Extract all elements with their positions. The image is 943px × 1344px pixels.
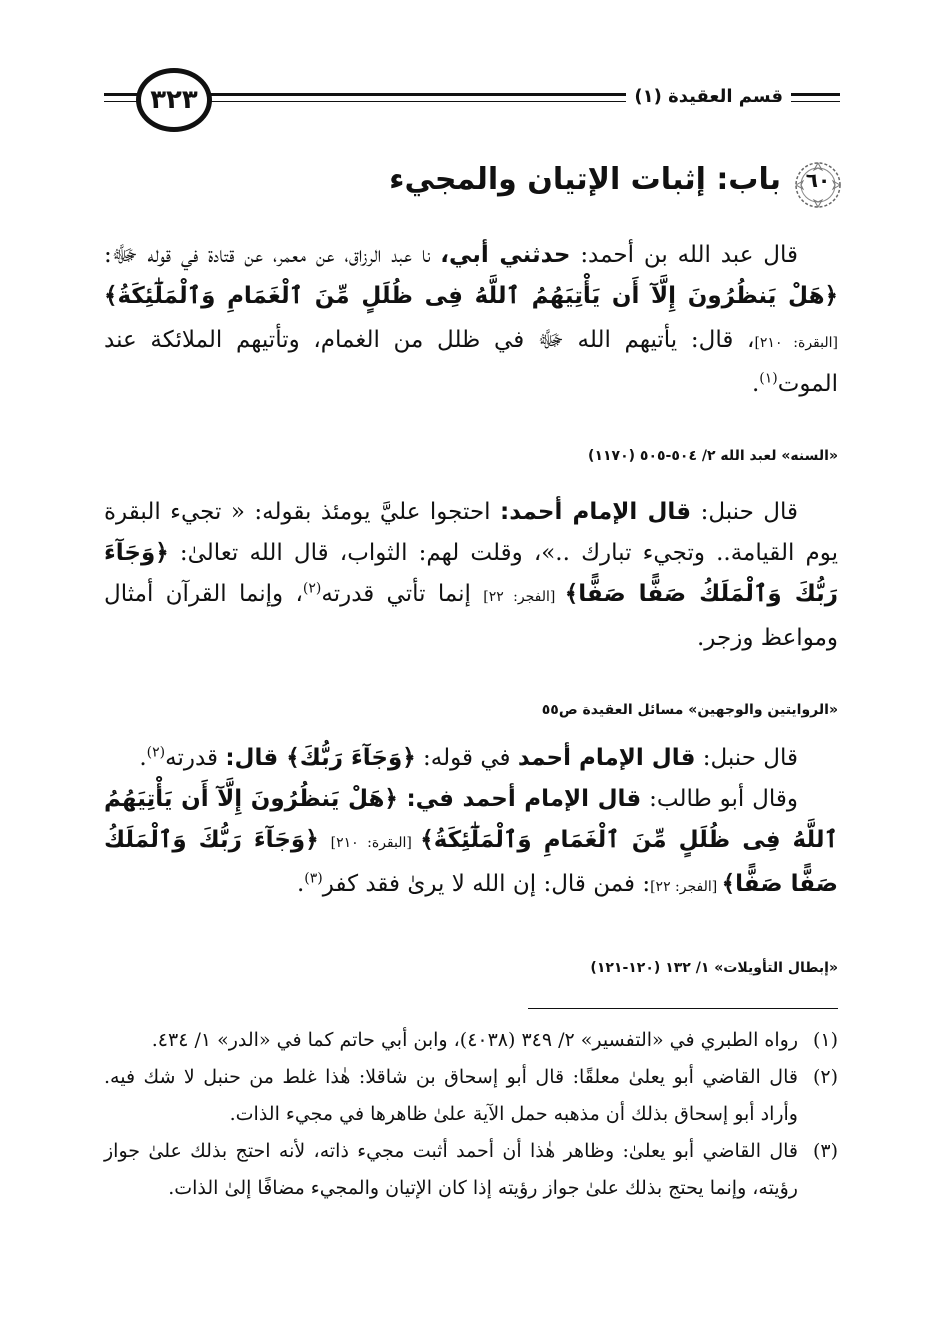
verse-reference: [الفجر: ٢٢] <box>483 589 565 605</box>
narration-text: ، قال: يأتيهم الله ﷻ في ظلل من الغمام، وتأتيهم الملائكة عند الموت <box>104 327 838 397</box>
footnote-number: (٣) <box>812 1140 838 1162</box>
narration-text: في قوله: <box>415 745 518 771</box>
narration-intro: قال حنبل: <box>702 745 798 771</box>
narration-1 <box>104 235 838 405</box>
source-citation-3: «إبطال التأويلات» ١/ ١٣٢ (١٢٠-١٢١) <box>590 960 838 976</box>
narration-emphasis: قال: <box>225 745 287 771</box>
narration-2-paragraph <box>104 492 838 659</box>
narration-end: . <box>139 745 147 771</box>
narration-intro: قال حنبل: <box>700 499 799 525</box>
footnote-marker: (٣) <box>304 870 323 887</box>
footnote-text: قال القاضي أبو يعلىٰ معلقًا: قال أبو إسحاق بن شاقلا: هٰذا غلط من حنبل لا شك فيه. وأراد أبو إسحاق بذلك أن مذهبه حمل الآية علىٰ ظاهرها في مجيء الذات. <box>104 1066 798 1125</box>
footnote-marker: (٢) <box>146 744 166 761</box>
chapter-title: باب: إثبات الإتيان والمجيء <box>389 162 781 197</box>
narration-text: إنما تأتي قدرته <box>321 581 484 607</box>
chapter-number: ٦٠ <box>805 168 831 192</box>
footnote-text: رواه الطبري في «التفسير» ٢/ ٣٤٩ (٤٠٣٨)، وابن أبي حاتم كما في «الدر» ١/ ٤٣٤. <box>151 1029 798 1051</box>
narration-end: . <box>751 371 760 397</box>
verse-reference: [البقرة: ٢١٠] <box>330 835 421 851</box>
footnote-number: (٢) <box>812 1066 838 1088</box>
quran-verse: ﴿هَلْ يَنظُرُونَ إِلَّآ أَن يَأْتِيَهُمُ ٱللَّهُ فِى ظُلَلٍ مِّنَ ٱلْغَمَامِ وَٱلْمَلَٰٓئِكَةُ﴾ <box>104 283 838 309</box>
quran-verse: ﴿هَلْ يَنظُرُونَ إِلَّآ أَن يَأْتِيَهُمُ ٱللَّهُ فِى ظُلَلٍ مِّنَ ٱلْغَمَامِ وَٱلْمَلَٰٓئِكَةُ﴾ <box>104 786 838 853</box>
footnote-1 <box>104 1022 838 1059</box>
narration-emphasis: قال الإمام أحمد في: <box>406 786 642 812</box>
narration-3-paragraph-1 <box>104 738 838 779</box>
footnote-3 <box>104 1133 838 1207</box>
footnotes <box>104 1022 838 1207</box>
footnote-marker: (١) <box>759 370 778 387</box>
narration-emphasis: قال الإمام أحمد <box>517 745 696 771</box>
verse-reference: [البقرة: ٢١٠] <box>754 335 838 351</box>
narration-emphasis: قال الإمام أحمد: <box>500 499 692 525</box>
quran-verse: ﴿وَجَآءَ رَبُّكَ﴾ <box>286 745 416 771</box>
narration-3 <box>104 738 838 908</box>
narration-intro: قال عبد الله بن أحمد: <box>580 242 798 268</box>
source-citation-2: «الروايتين والوجهين» مسائل العقيدة ص٥٥ <box>541 702 838 718</box>
narration-intro: وقال أبو طالب: <box>649 786 799 812</box>
page-number <box>136 68 212 132</box>
quran-verse: ﴿وَجَآءَ رَبُّكَ وَٱلْمَلَكُ صَفًّا صَفًّا﴾ <box>104 540 839 607</box>
source-citation-1: «السنه» لعبد الله ٢/ ٥٠٤-٥٠٥ (١١٧٠) <box>588 448 838 464</box>
verse-reference: [الفجر: ٢٢] <box>650 879 722 895</box>
narration-text: احتجوا عليَّ يومئذ بقوله: « تجيء البقرة يوم القيامة.. وتجيء تبارك ..»، وقلت لهم: الثواب، قال الله تعالىٰ: <box>104 499 838 566</box>
narration-2 <box>104 492 838 659</box>
narration-3-paragraph-2 <box>104 779 838 908</box>
narration-text: نا عبد الرزاق، عن معمر، عن قتادة في قوله ﷻ: <box>104 242 441 268</box>
footnote-2 <box>104 1059 838 1133</box>
narration-text: ، وإنما القرآن أمثال ومواعظ وزجر. <box>104 581 838 651</box>
footnote-marker: (٢) <box>302 580 322 597</box>
narration-1-paragraph <box>104 235 838 405</box>
footnote-separator <box>528 1008 838 1009</box>
page-number-text: ٣٢٣ <box>150 85 198 115</box>
narration-emphasis: حدثني أبي، <box>440 242 571 268</box>
narration-end: . <box>296 871 305 897</box>
running-title: قسم العقيدة (١) <box>626 86 791 107</box>
narration-text: قدرته <box>165 745 226 771</box>
quran-verse: ﴿وَجَآءَ رَبُّكَ وَٱلْمَلَكُ صَفًّا صَفًّا﴾ <box>104 827 838 897</box>
narration-text: : فمن قال: إن الله لا يرىٰ فقد كفر <box>322 871 651 897</box>
footnote-text: قال القاضي أبو يعلىٰ: وظاهر هٰذا أن أحمد أثبت مجيء ذاته، لأنه احتج بذلك علىٰ جواز رؤيته، وإنما يحتج بذلك علىٰ جواز رؤيته إذا كان الإتيان والمجيء مضافًا إلىٰ الذات. <box>104 1140 798 1199</box>
footnote-number: (١) <box>812 1029 838 1051</box>
